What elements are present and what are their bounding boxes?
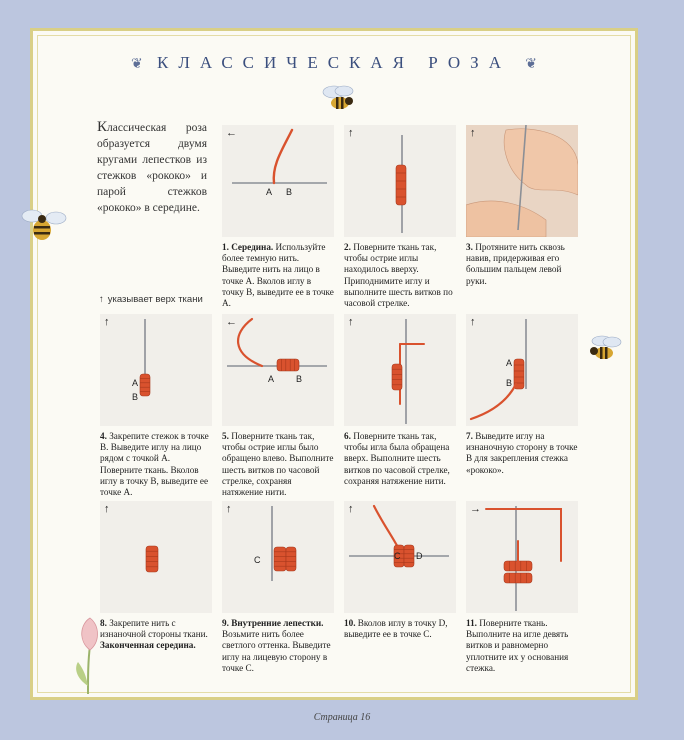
- intro-paragraph: [97, 119, 207, 216]
- direction-arrow-icon: ←: [226, 127, 237, 139]
- step-illustration: [222, 125, 334, 237]
- step-illustration: [466, 314, 578, 426]
- legend: [99, 294, 203, 305]
- step-photo: [100, 501, 212, 613]
- step-number: 11.: [466, 618, 480, 628]
- step-number: 1.: [222, 242, 232, 252]
- step-illustration: [100, 314, 212, 426]
- step-number: 8.: [100, 618, 110, 628]
- point-label: A: [266, 187, 273, 197]
- intro-capital: К: [97, 119, 108, 135]
- step-caption: [222, 618, 334, 674]
- step-photo: [344, 125, 456, 237]
- step-caption: [344, 618, 456, 640]
- legend-text: указывает верх ткани: [107, 294, 203, 305]
- direction-arrow-icon: →: [470, 503, 481, 515]
- step-text: Закрепите нить с изнаночной стороны ткани.: [100, 618, 208, 640]
- step-text: Протяните нить сквозь навив, придерживая его большим пальцем левой руки.: [466, 242, 565, 286]
- step-photo: [222, 314, 334, 426]
- step-text: Используйте более темную нить. Выведите нить на лицо в точке А. Вколов иглу в точку В, выведите ее в точке А.: [222, 242, 334, 309]
- step-photo: [100, 314, 212, 426]
- step-photo: [222, 501, 334, 613]
- step-illustration: [344, 314, 456, 426]
- step-text: Закрепите стежок в точке В. Выведите иглу на лицо рядом с точкой А. Поверните ткань. Вколов иглу в точку В, выведите ее точке А.: [100, 431, 209, 498]
- step-photo: [222, 125, 334, 237]
- direction-arrow-icon: ↑: [348, 503, 354, 515]
- direction-arrow-icon: ↑: [348, 127, 354, 139]
- step-photo: [466, 501, 578, 613]
- step-caption: [222, 242, 334, 309]
- step-text: Выведите иглу на изнаночную сторону в точке В для закрепления стежка «рококо».: [466, 431, 578, 475]
- point-label: A: [132, 378, 139, 388]
- step-number: 3.: [466, 242, 476, 252]
- direction-arrow-icon: ↑: [470, 127, 476, 139]
- step-number: 2.: [344, 242, 354, 252]
- direction-arrow-icon: ↑: [104, 503, 110, 515]
- step-caption: [100, 618, 212, 652]
- step-illustration: [466, 501, 578, 613]
- step-text: Поверните ткань так, чтобы острие иглы было обращено влево. Выполните шесть витков по часовой стрелке, сохраняя натяжение нити.: [222, 431, 334, 498]
- point-label: A: [506, 358, 513, 368]
- point-label: B: [296, 374, 303, 384]
- step-photo: [344, 314, 456, 426]
- step-text: Возьмите нить более светлого оттенка. Выведите иглу на лицевую сторону в точке С.: [222, 629, 331, 673]
- bee-icon-right: [586, 333, 626, 365]
- step-illustration: [466, 125, 578, 237]
- intro-text: лассическая роза образуется двумя кругами лепестков из стежков «рококо» и парой стежков «рококо» в середине.: [97, 122, 207, 214]
- step-caption: [222, 431, 334, 498]
- step-caption: [466, 431, 578, 476]
- direction-arrow-icon: ↑: [104, 316, 110, 328]
- point-label: C: [254, 555, 261, 565]
- step-heading: Внутренние лепестки.: [231, 618, 324, 628]
- point-label: C: [394, 551, 401, 561]
- step-number: 5.: [222, 431, 232, 441]
- step-number: 6.: [344, 431, 354, 441]
- step-heading: Середина.: [231, 242, 274, 252]
- direction-arrow-icon: ↑: [226, 503, 232, 515]
- page-title: [33, 53, 635, 73]
- direction-arrow-icon: ←: [226, 316, 237, 328]
- up-arrow-icon: ↑: [99, 294, 104, 305]
- step-result: Законченная середина.: [100, 640, 196, 651]
- point-label: B: [132, 392, 139, 402]
- title-text: КЛАССИЧЕСКАЯ РОЗА: [157, 53, 511, 72]
- step-number: 4.: [100, 431, 110, 441]
- direction-arrow-icon: ↑: [470, 316, 476, 328]
- ornament-left-icon: ❦: [131, 57, 143, 72]
- step-caption: [344, 431, 456, 487]
- step-text: Вколов иглу в точку D, выведите ее в точке С.: [344, 618, 448, 640]
- step-number: 10.: [344, 618, 358, 628]
- page-card: [30, 28, 638, 700]
- step-text: Поверните ткань так, чтобы игла была обращена вверх. Выполните шесть витков по часовой стрелке, сохраняя натяжение нити.: [344, 431, 450, 486]
- direction-arrow-icon: ↑: [348, 316, 354, 328]
- step-caption: [466, 242, 578, 287]
- point-label: D: [416, 551, 423, 561]
- step-illustration: [222, 314, 334, 426]
- point-label: B: [286, 187, 293, 197]
- step-caption: [344, 242, 456, 309]
- step-text: Поверните ткань так, чтобы острие иглы находилось вверху. Приподнимите иглу и выполните шесть витков по часовой стрелке.: [344, 242, 453, 309]
- ornament-right-icon: ❦: [525, 57, 537, 72]
- step-illustration: [222, 501, 334, 613]
- flower-icon: [68, 616, 108, 696]
- point-label: A: [268, 374, 275, 384]
- point-label: B: [506, 378, 513, 388]
- step-number: 7.: [466, 431, 476, 441]
- step-photo: [344, 501, 456, 613]
- step-text: Поверните ткань. Выполните на игле девять витков и равномерно уплотните их у основания стежка.: [466, 618, 569, 673]
- step-photo: [466, 125, 578, 237]
- step-caption: [466, 618, 578, 674]
- page-number: Страница 16: [313, 712, 371, 723]
- bee-icon-left: [20, 206, 68, 246]
- step-illustration: [100, 501, 212, 613]
- bee-icon: [320, 83, 362, 115]
- step-illustration: [344, 125, 456, 237]
- step-number: 9.: [222, 618, 232, 628]
- step-photo: [466, 314, 578, 426]
- step-caption: [100, 431, 212, 498]
